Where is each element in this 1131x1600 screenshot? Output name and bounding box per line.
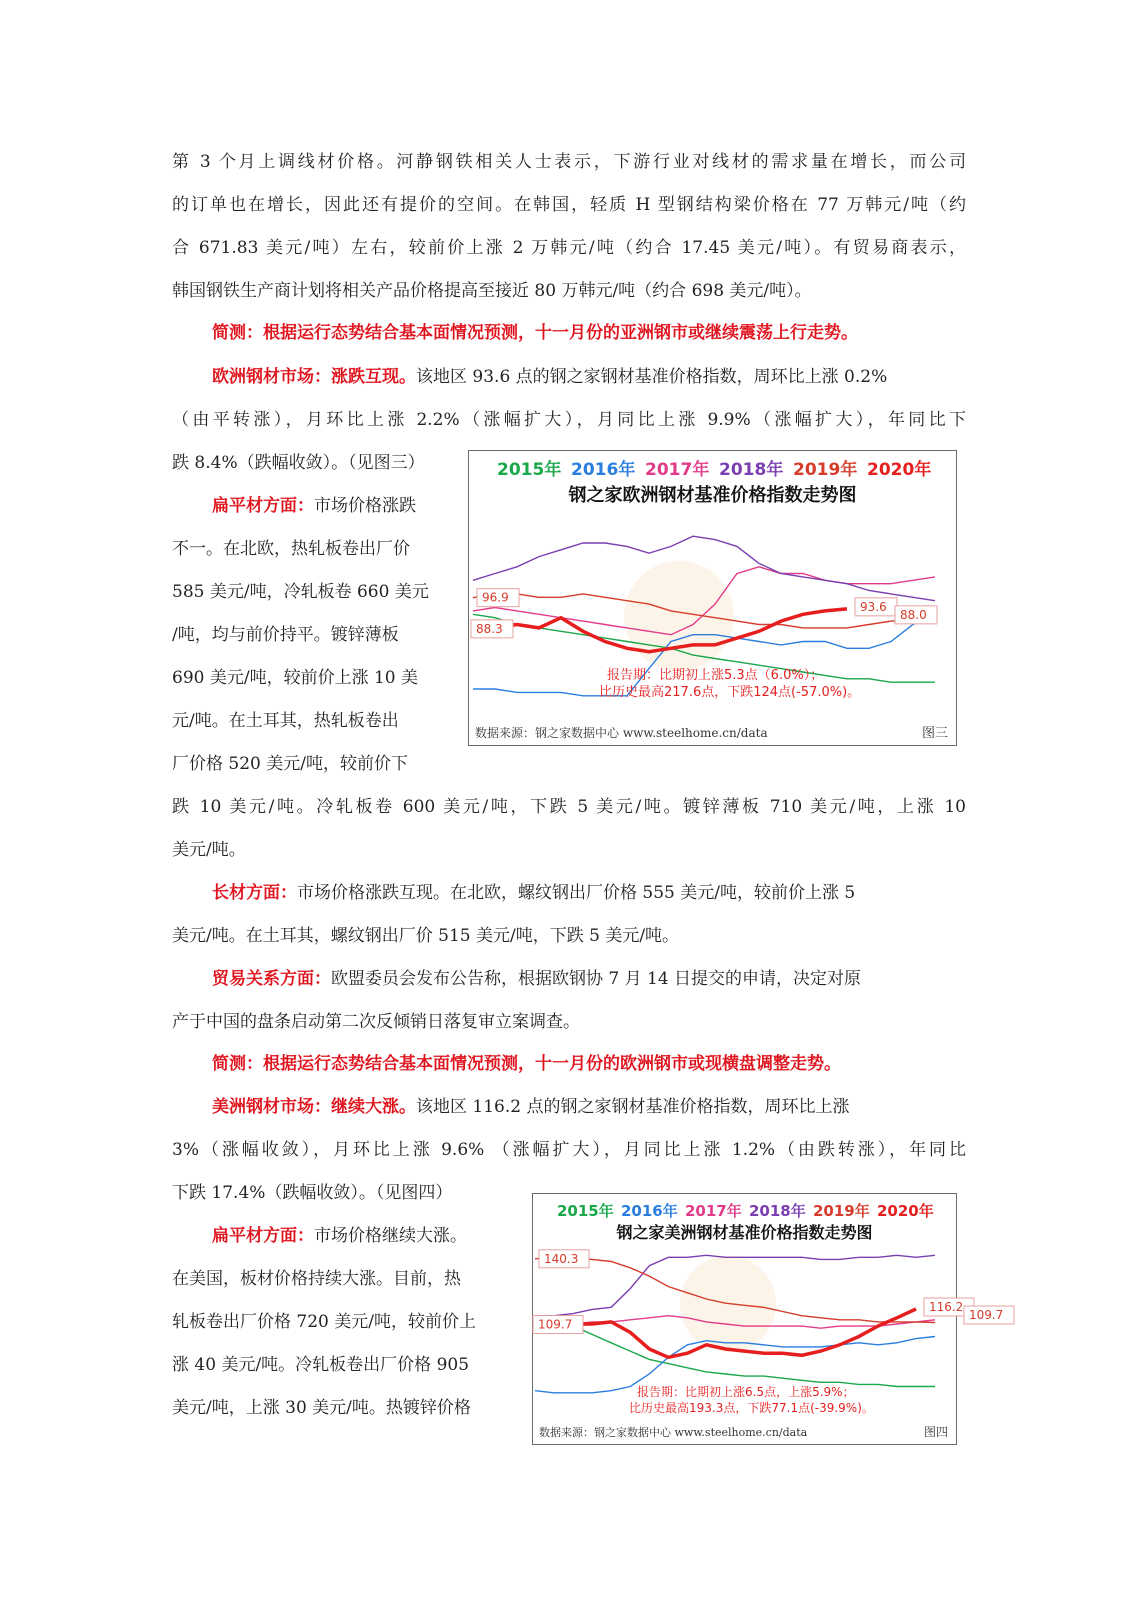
america-line3: 下跌 17.4%（跌幅收敛）。（见图四） xyxy=(172,1183,453,1203)
start-label-0: 96.9 xyxy=(482,590,509,605)
start-label-1: 109.7 xyxy=(538,1317,573,1332)
us-flat-line1 xyxy=(212,1225,467,1247)
eu-flat-line6: 元/吨。在土耳其，热轧板卷出 xyxy=(172,711,399,731)
america-line1 xyxy=(212,1096,966,1118)
asia-forecast: 简测：根据运行态势结合基本面情况预测，十一月份的亚洲钢市或继续震荡上行走势。 xyxy=(212,323,858,343)
us-flat-line2: 在美国，板材价格持续大涨。目前，热 xyxy=(172,1269,461,1289)
chart-note-1: 报告期：比期初上涨5.3点（6.0%）； xyxy=(607,668,824,683)
legend-year-2: 2017年 xyxy=(685,1202,742,1220)
legend-year-2: 2017年 xyxy=(645,460,710,480)
legend-year-4: 2019年 xyxy=(793,460,858,480)
eu-flat-line7: 厂价格 520 美元/吨，较前价下 xyxy=(172,754,408,774)
legend-year-3: 2018年 xyxy=(719,460,784,480)
eu-flat-line1 xyxy=(212,495,416,517)
eu-trade-text1: 欧盟委员会发布公告称，根据欧钢协 7 月 14 日提交的申请，决定对原 xyxy=(331,969,862,989)
america-chart-svg xyxy=(533,1194,1004,1444)
eu-flat-text1: 市场价格涨跌 xyxy=(314,496,416,516)
legend-year-0: 2015年 xyxy=(497,460,562,480)
eu-flat-line9: 美元/吨。 xyxy=(172,840,246,860)
eu-long-line1 xyxy=(212,882,966,904)
end-label-1: 88.0 xyxy=(900,607,927,622)
legend-year-1: 2016年 xyxy=(571,460,636,480)
p1-line1: 第 3 个月上调线材价格。河静钢铁相关人士表示，下游行业对线材的需求量在增长，而公司 xyxy=(172,152,966,172)
eu-long-line2: 美元/吨。在土耳其，螺纹钢出厂价 515 美元/吨，下跌 5 美元/吨。 xyxy=(172,926,680,946)
chart-source: 数据来源：钢之家数据中心 www.steelhome.cn/data xyxy=(539,1426,808,1439)
eu-flat-line2: 不一。在北欧，热轧板卷出厂价 xyxy=(172,539,410,559)
p1-line4: 韩国钢铁生产商计划将相关产品价格提高至接近 80 万韩元/吨（约合 698 美元/吨）。 xyxy=(172,281,812,301)
europe-line1-text: 该地区 93.6 点的钢之家钢材基准价格指数，周环比上涨 0.2% xyxy=(416,367,888,387)
end-label-1: 109.7 xyxy=(968,1308,1004,1322)
us-flat-heading: 扁平材方面： xyxy=(212,1226,314,1246)
europe-heading: 欧洲钢材市场：涨跌互现。 xyxy=(212,367,416,387)
us-flat-line3: 轧板卷出厂价格 720 美元/吨，较前价上 xyxy=(172,1312,476,1332)
legend-year-5: 2020年 xyxy=(867,460,932,480)
chart-note-2: 比历史最高217.6点，下跌124点(-57.0%)。 xyxy=(599,685,861,700)
watermark-logo xyxy=(624,561,734,671)
chart-title: 钢之家美洲钢材基准价格指数走势图 xyxy=(616,1223,873,1242)
legend-year-3: 2018年 xyxy=(749,1202,806,1220)
chart-source: 数据来源：钢之家数据中心 www.steelhome.cn/data xyxy=(475,726,768,740)
eu-flat-line3: 585 美元/吨，冷轧板卷 660 美元 xyxy=(172,582,429,602)
start-label-0: 140.3 xyxy=(544,1251,579,1266)
eu-flat-line8: 跌 10 美元/吨。冷轧板卷 600 美元/吨，下跌 5 美元/吨。镀锌薄板 710 美元/吨，上涨 10 xyxy=(172,797,966,817)
legend-year-0: 2015年 xyxy=(557,1202,614,1220)
chart-title: 钢之家欧洲钢材基准价格指数走势图 xyxy=(568,485,857,506)
eu-trade-heading: 贸易关系方面： xyxy=(212,969,331,989)
eu-trade-line1 xyxy=(212,968,966,990)
p1-line2: 的订单也在增长，因此还有提价的空间。在韩国，轻质 H 型钢结构梁价格在 77 万韩元/吨（约 xyxy=(172,195,966,215)
p1-line3: 合 671.83 美元/吨）左右，较前价上涨 2 万韩元/吨（约合 17.45 美元/吨）。有贸易商表示， xyxy=(172,238,966,258)
europe-chart-svg xyxy=(469,451,956,745)
end-label-0: 116.2 xyxy=(928,1300,964,1314)
america-heading: 美洲钢材市场：继续大涨。 xyxy=(212,1097,416,1117)
eu-long-heading: 长材方面： xyxy=(212,883,297,903)
start-label-1: 88.3 xyxy=(476,621,503,636)
europe-forecast: 简测：根据运行态势结合基本面情况预测，十一月份的欧洲钢市或现横盘调整走势。 xyxy=(212,1054,841,1074)
eu-flat-heading: 扁平材方面： xyxy=(212,496,314,516)
europe-line3: 跌 8.4%（跌幅收敛）。（见图三） xyxy=(172,453,425,473)
legend-year-4: 2019年 xyxy=(813,1202,870,1220)
figure-label: 图四 xyxy=(923,1425,948,1439)
europe-line1 xyxy=(212,366,966,388)
chart-note-1: 报告期：比期初上涨6.5点，上涨5.9%； xyxy=(637,1385,855,1399)
us-flat-text1: 市场价格继续大涨。 xyxy=(314,1226,467,1246)
europe-index-chart xyxy=(468,450,957,746)
america-line1-text: 该地区 116.2 点的钢之家钢材基准价格指数，周环比上涨 xyxy=(416,1097,850,1117)
eu-flat-line4: /吨，均与前价持平。镀锌薄板 xyxy=(172,625,399,645)
america-line2: 3%（涨幅收敛），月环比上涨 9.6% （涨幅扩大），月同比上涨 1.2%（由跌转涨），年同比 xyxy=(172,1140,966,1160)
eu-flat-line5: 690 美元/吨，较前价上涨 10 美 xyxy=(172,668,419,688)
europe-line2: （由平转涨），月环比上涨 2.2%（涨幅扩大），月同比上涨 9.9%（涨幅扩大），年同比下 xyxy=(172,410,966,430)
us-flat-line4: 涨 40 美元/吨。冷轧板卷出厂价格 905 xyxy=(172,1355,470,1375)
end-label-0: 93.6 xyxy=(860,599,887,614)
figure-label: 图三 xyxy=(921,726,948,741)
chart-note-2: 比历史最高193.3点，下跌77.1点(-39.9%)。 xyxy=(629,1401,874,1415)
legend-year-1: 2016年 xyxy=(621,1202,678,1220)
legend-year-5: 2020年 xyxy=(877,1202,934,1220)
us-flat-line5: 美元/吨，上涨 30 美元/吨。热镀锌价格 xyxy=(172,1398,471,1418)
eu-trade-line2: 产于中国的盘条启动第二次反倾销日落复审立案调查。 xyxy=(172,1012,580,1032)
america-index-chart xyxy=(532,1193,1004,1445)
eu-long-text1: 市场价格涨跌互现。在北欧，螺纹钢出厂价格 555 美元/吨，较前价上涨 5 xyxy=(297,883,856,903)
